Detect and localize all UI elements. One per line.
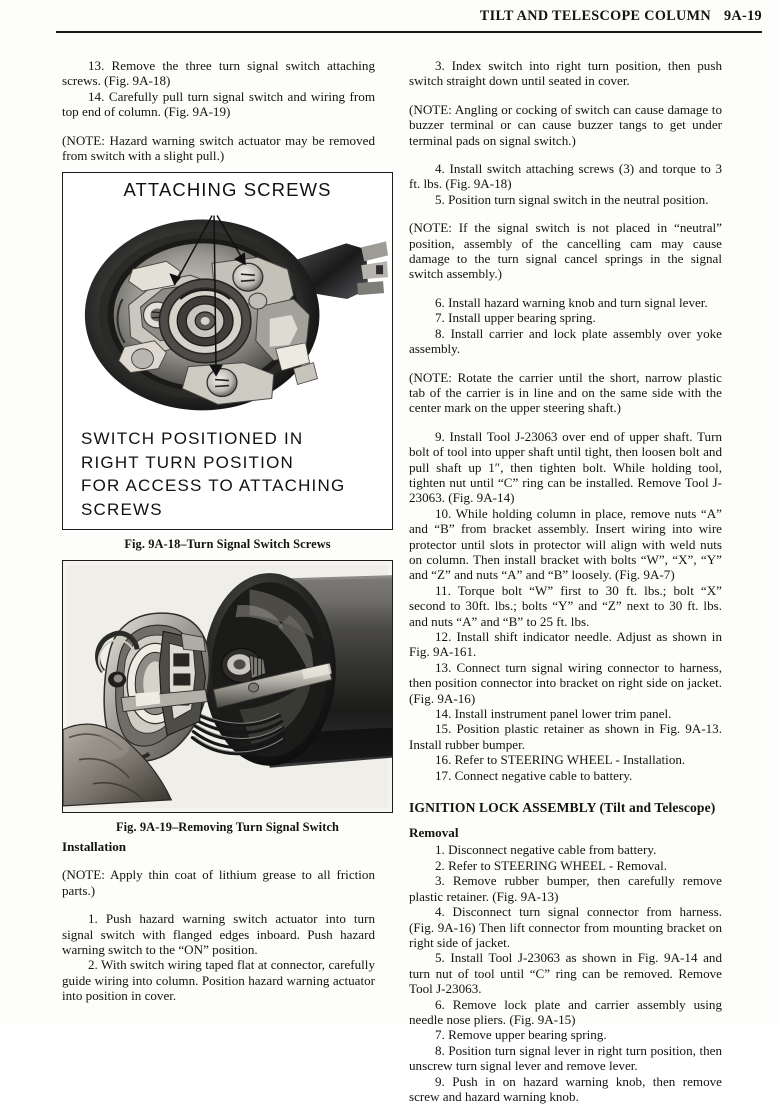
right-column <box>409 58 722 1104</box>
steering-column-top-view-illustration <box>63 203 392 411</box>
figure-9a-18-frame <box>62 172 393 530</box>
right-step: 5. Position turn signal switch in the neutral position. <box>435 191 709 207</box>
figure-9a-18-bottom-line: RIGHT TURN POSITION <box>81 452 294 472</box>
header-rule <box>56 31 762 33</box>
right-step: 14. Install instrument panel lower trim panel. <box>435 706 672 722</box>
right-step: 3. Index switch into right turn position, then push switch straight down until seated in cover. <box>409 58 722 89</box>
left-note: (NOTE: Hazard warning switch actuator may be removed from switch with a slight pull.) <box>62 132 375 164</box>
figure-9a-19-photo <box>63 561 392 812</box>
right-step: 12. Install shift indicator needle. Adjust as shown in Fig. 9A-161. <box>409 629 722 660</box>
right-step: 10. While holding column in place, remove nuts “A” and “B” from bracket assembly. Insert wiring into wire protector until slots in protector will align with weld nuts on column. Then install bracket with bolts “W”, “X”, “Y” and “Z” and nuts “A” and “B” loosely. (Fig. 9A-7) <box>409 505 722 583</box>
removal-step: 3. Remove rubber bumper, then carefully remove plastic retainer. (Fig. 9A-13) <box>409 873 722 904</box>
removal-heading: Removal <box>409 825 459 841</box>
right-step: 13. Connect turn signal wiring connector to harness, then position connector into bracket on right side on jacket. (Fig. 9A-16) <box>409 659 722 706</box>
figure-9a-18-bottom-line: FOR ACCESS TO ATTACHING <box>81 476 346 495</box>
page-header <box>56 8 762 32</box>
figure-9a-18-bottom-line: SCREWS <box>81 499 163 519</box>
removal-step: 7. Remove upper bearing spring. <box>435 1027 607 1043</box>
removal-step: 1. Disconnect negative cable from battery. <box>435 842 657 858</box>
installation-heading: Installation <box>62 839 127 854</box>
left-paragraph: 13. Remove the three turn signal switch attaching screws. (Fig. 9A-18) <box>62 58 375 89</box>
figure-9a-18-photo <box>63 203 392 411</box>
figure-9a-19-caption: Fig. 9A-19–Removing Turn Signal Switch <box>115 820 340 834</box>
removal-step: 9. Push in on hazard warning knob, then remove screw and hazard warning knob. <box>409 1073 722 1104</box>
header-page-number: 9A-19 <box>723 8 762 24</box>
removal-step: 4. Disconnect turn signal connector from harness. (Fig. 9A-16) Then lift connector from mounting bracket on right side of jacket. <box>409 904 722 950</box>
header-section-title: TILT AND TELESCOPE COLUMN <box>479 8 711 24</box>
figure-9a-18-top-label: ATTACHING SCREWS <box>123 179 332 200</box>
left-paragraph: 14. Carefully pull turn signal switch and wiring from top end of column. (Fig. 9A-19) <box>62 88 375 120</box>
header-title-group <box>480 8 762 25</box>
right-step: 6. Install hazard warning knob and turn signal lever. <box>435 294 708 310</box>
figure-9a-18 <box>62 172 393 552</box>
right-step: 9. Install Tool J-23063 over end of upper shaft. Turn bolt of tool into upper shaft until tight, then loosen bolt and pull shaft up 1″, then tighten bolt. While holding tool, tighten nut until “C” ring can be installed. Remove Tool J-23063. (Fig. 9A-14) <box>409 428 722 506</box>
figure-9a-18-caption: Fig. 9A-18–Turn Signal Switch Screws <box>124 537 331 551</box>
figure-9a-18-bottom-line: SWITCH POSITIONED IN <box>81 429 304 448</box>
figure-9a-18-bottom-label <box>81 427 345 521</box>
removal-step: 2. Refer to STEERING WHEEL - Removal. <box>435 857 667 873</box>
right-step: 7. Install upper bearing spring. <box>435 310 596 326</box>
figure-9a-19-frame <box>62 560 393 813</box>
removal-step: 5. Install Tool J-23063 as shown in Fig. 9A-14 and turn nut of tool until “C” ring can be removed. Remove Tool J-23063. <box>409 950 722 997</box>
right-step: 4. Install switch attaching screws (3) and torque to 3 ft. lbs. (Fig. 9A-18) <box>409 161 722 192</box>
removing-turn-signal-switch-illustration <box>63 561 392 812</box>
ignition-lock-assembly-heading: IGNITION LOCK ASSEMBLY (Tilt and Telescope) <box>409 800 716 816</box>
installation-step: 1. Push hazard warning switch actuator into turn signal switch with flanged edges inboard. Push hazard warning switch to the “ON” position. <box>62 911 375 958</box>
right-step: 8. Install carrier and lock plate assembly over yoke assembly. <box>409 325 722 357</box>
figure-9a-19 <box>62 560 393 835</box>
body-columns <box>62 58 722 1104</box>
installation-note: (NOTE: Apply thin coat of lithium grease to all friction parts.) <box>62 867 375 898</box>
removal-step: 6. Remove lock plate and carrier assembly using needle nose pliers. (Fig. 9A-15) <box>409 996 722 1027</box>
right-note: (NOTE: Angling or cocking of switch can cause damage to buzzer terminal or can cause buzzer tangs to get under terminal pads on signal switch.) <box>409 101 722 148</box>
right-step: 17. Connect negative cable to battery. <box>435 767 633 783</box>
left-column-installation-block <box>62 839 375 1004</box>
removal-step: 8. Position turn signal lever in right turn position, then unscrew turn signal lever and remove lever. <box>409 1042 722 1074</box>
right-note: (NOTE: Rotate the carrier until the short, narrow plastic tab of the carrier is in line and on the same side with the center mark on the upper steering shaft.) <box>409 369 722 416</box>
right-step: 16. Refer to STEERING WHEEL - Installation. <box>435 752 686 768</box>
installation-step: 2. With switch wiring taped flat at connector, carefully guide wiring into column. Position hazard warning actuator into position in cover. <box>62 957 375 1004</box>
left-column <box>62 58 375 1004</box>
right-step: 11. Torque bolt “W” first to 30 ft. lbs.; bolt “X” second to 30ft. lbs.; bolts “Y” and “Z” next to 30 ft. lbs. and nuts “A” and “B” to 25 ft. lbs. <box>409 582 722 629</box>
right-note: (NOTE: If the signal switch is not placed in “neutral” position, assembly of the cancelling cam may cause damage to the turn signal cancel springs in the signal switch assembly.) <box>409 220 722 282</box>
right-step: 15. Position plastic retainer as shown in Fig. 9A-13. Install rubber bumper. <box>409 721 722 752</box>
